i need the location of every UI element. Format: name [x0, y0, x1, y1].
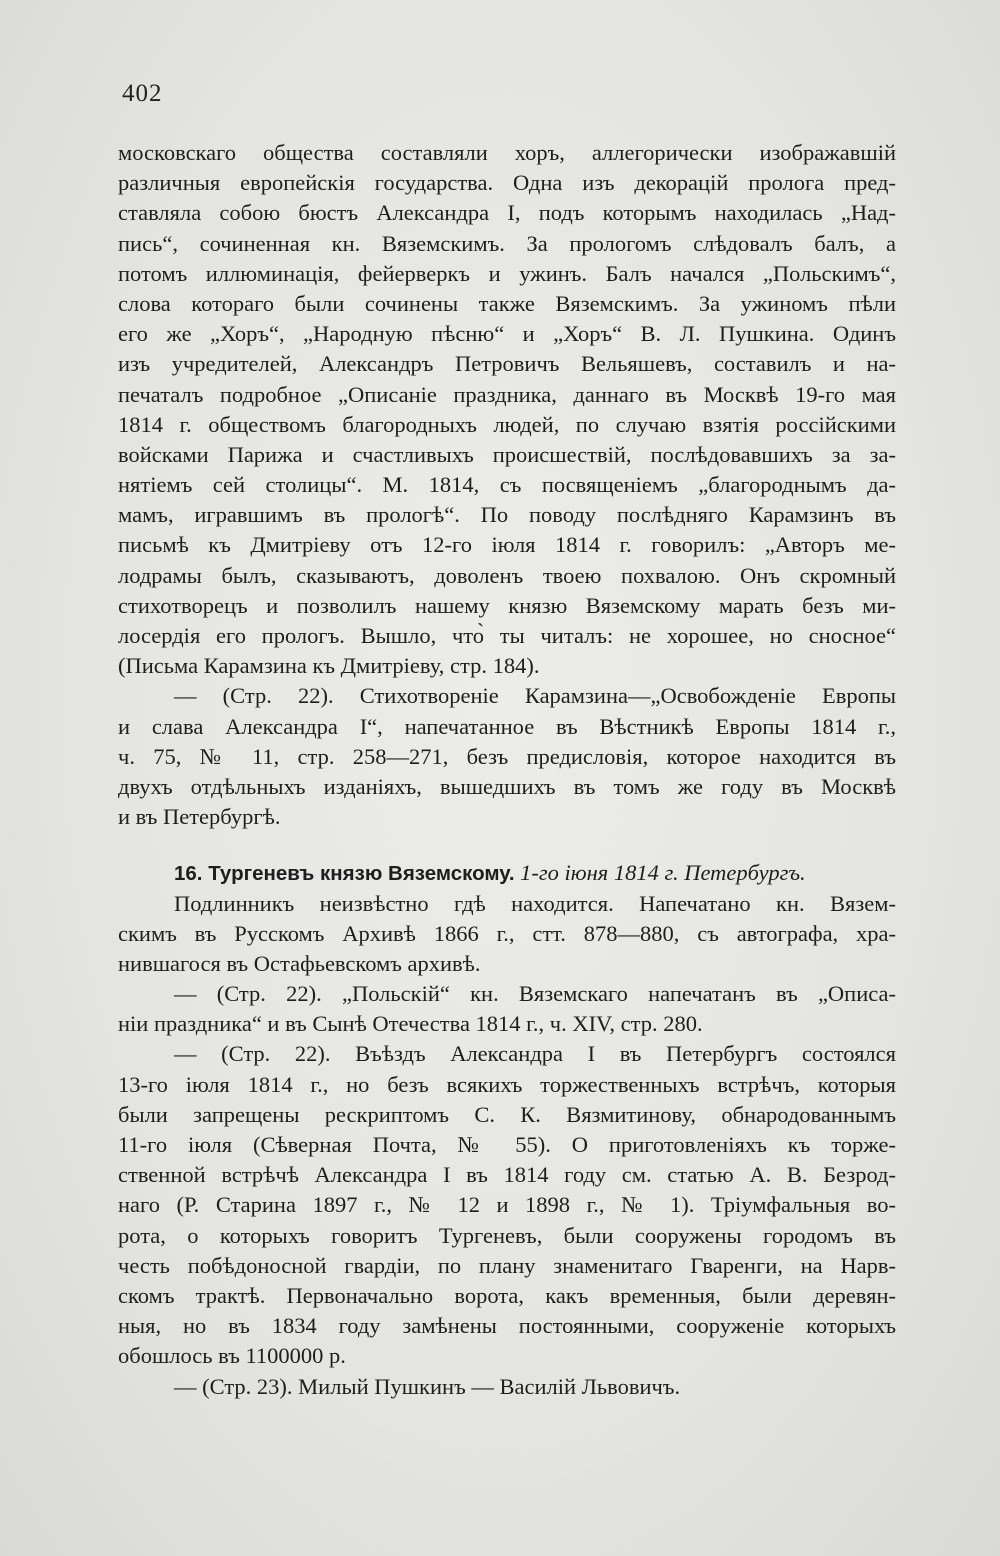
letter-heading-date: 1-го іюня 1814 г. Петербургъ.: [520, 860, 806, 886]
text-line: стихотворецъ и позволилъ нашему князю Вяземскому марать безъ ми-: [118, 592, 896, 618]
paragraph-festival-description: [118, 138, 896, 681]
paragraph-karamzin-poem-note: [118, 681, 896, 832]
text-line: ставляла собою бюстъ Александра I, подъ которымъ находилась „Над-: [118, 200, 896, 226]
text-line: скимъ въ Русскомъ Архивѣ 1866 г., стт. 878—880, съ автографа, хра-: [118, 920, 896, 946]
text-line: рота, о которыхъ говоритъ Тургеневъ, были сооружены городомъ въ: [118, 1222, 896, 1248]
text-line: нившагося въ Остафьевскомъ архивѣ.: [118, 950, 481, 976]
paragraph-original-source: [118, 889, 896, 980]
text-line: лодрамы былъ, сказываютъ, доволенъ твоею похвалою. Онъ скромный: [118, 562, 896, 588]
text-line: пись“, сочиненная кн. Вяземскимъ. За прологомъ слѣдовалъ балъ, а: [118, 230, 896, 256]
paragraph-polish-note: [118, 979, 896, 1039]
text-line: ніи праздника“ и въ Сынѣ Отечества 1814 г., ч. XIV, стр. 280.: [118, 1011, 703, 1037]
text-line: 13-го іюля 1814 г., но безъ всякихъ торжественныхъ встрѣчъ, которыя: [118, 1071, 896, 1097]
text-line: и слава Александра I“, напечатанное въ Вѣстникѣ Европы 1814 г.,: [118, 713, 896, 739]
text-line: двухъ отдѣльныхъ изданіяхъ, вышедшихъ въ томъ же году въ Москвѣ: [118, 773, 896, 799]
text-line: Подлинникъ неизвѣстно гдѣ находится. Напечатано кн. Вязем-: [174, 890, 896, 916]
text-line: различныя европейскія государства. Одна изъ декорацій пролога пред-: [118, 170, 896, 196]
text-line: — (Стр. 23). Милый Пушкинъ — Василій Львовичъ.: [174, 1373, 681, 1399]
text-line: наго (Р. Старина 1897 г., № 12 и 1898 г., № 1). Тріумфальныя во-: [118, 1192, 896, 1218]
page-text: [118, 138, 896, 1402]
text-line: печаталъ подробное „Описаніе праздника, даннаго въ Москвѣ 19-го мая: [118, 381, 896, 407]
text-line: войсками Парижа и счастливыхъ происшествій, послѣдовавшихъ за за-: [118, 441, 896, 467]
text-line: нятіемъ сей столицы“. М. 1814, съ посвященіемъ „благороднымъ да-: [118, 472, 896, 498]
text-line: и въ Петербургѣ.: [118, 804, 281, 830]
text-line: ственной встрѣчѣ Александра I въ 1814 году см. статью А. В. Безрод-: [118, 1162, 896, 1188]
letter-heading-title: 16. Тургеневъ князю Вяземскому.: [174, 862, 515, 886]
paragraph-pushkin-note: [118, 1372, 896, 1402]
text-line: мамъ, игравшимъ въ прологѣ“. По поводу послѣдняго Карамзинъ въ: [118, 502, 896, 528]
text-line: его же „Хоръ“, „Народную пѣсню“ и „Хоръ“ В. Л. Пушкина. Одинъ: [118, 321, 896, 347]
page-number: 402: [122, 80, 163, 107]
section-gap: [118, 832, 896, 858]
text-line: честь побѣдоносной гвардіи, по плану знаменитаго Гваренги, на Нарв-: [118, 1252, 896, 1278]
text-line: лосердія его прологъ. Вышло, что̀ ты читалъ: не хорошее, но сносное“: [118, 623, 896, 648]
text-line: — (Стр. 22). „Польскій“ кн. Вяземскаго напечатанъ въ „Описа-: [174, 981, 896, 1007]
text-line: ч. 75, № 11, стр. 258—271, безъ предисловія, которое находится въ: [118, 743, 896, 769]
text-line: 11-го іюля (Сѣверная Почта, № 55). О приготовленіяхъ къ торже-: [118, 1132, 896, 1157]
text-line: письмѣ къ Дмитріеву отъ 12-го іюля 1814 г. говорилъ: „Авторъ ме-: [118, 532, 896, 558]
text-line: — (Стр. 22). Въѣздъ Александра I въ Петербургъ состоялся: [174, 1041, 896, 1067]
text-line: — (Стр. 22). Стихотвореніе Карамзина—„Освобожденіе Европы: [174, 683, 896, 709]
text-line: ныя, но въ 1834 году замѣнены постоянными, сооруженіе которыхъ: [118, 1313, 896, 1339]
text-line: слова котораго были сочинены также Вяземскимъ. За ужиномъ пѣли: [118, 290, 896, 316]
paragraph-entry-note: [118, 1039, 896, 1371]
text-line: 1814 г. обществомъ благородныхъ людей, по случаю взятія россійскими: [118, 411, 896, 437]
text-line: (Письма Карамзина къ Дмитріеву, стр. 184).: [118, 653, 540, 679]
letter-heading: [118, 858, 896, 888]
text-line: потомъ иллюминація, фейерверкъ и ужинъ. Балъ начался „Польскимъ“,: [118, 260, 896, 286]
text-line: были запрещены рескриптомъ С. К. Вязмитинову, обнародованнымъ: [118, 1101, 896, 1127]
text-line: обошлось въ 1100000 р.: [118, 1343, 346, 1369]
text-line: скомъ трактѣ. Первоначально ворота, какъ временныя, были деревян-: [118, 1282, 896, 1308]
text-line: московскаго общества составляли хоръ, аллегорически изображавшій: [118, 140, 896, 165]
text-line: изъ учредителей, Александръ Петровичъ Вельяшевъ, составилъ и на-: [118, 351, 896, 377]
